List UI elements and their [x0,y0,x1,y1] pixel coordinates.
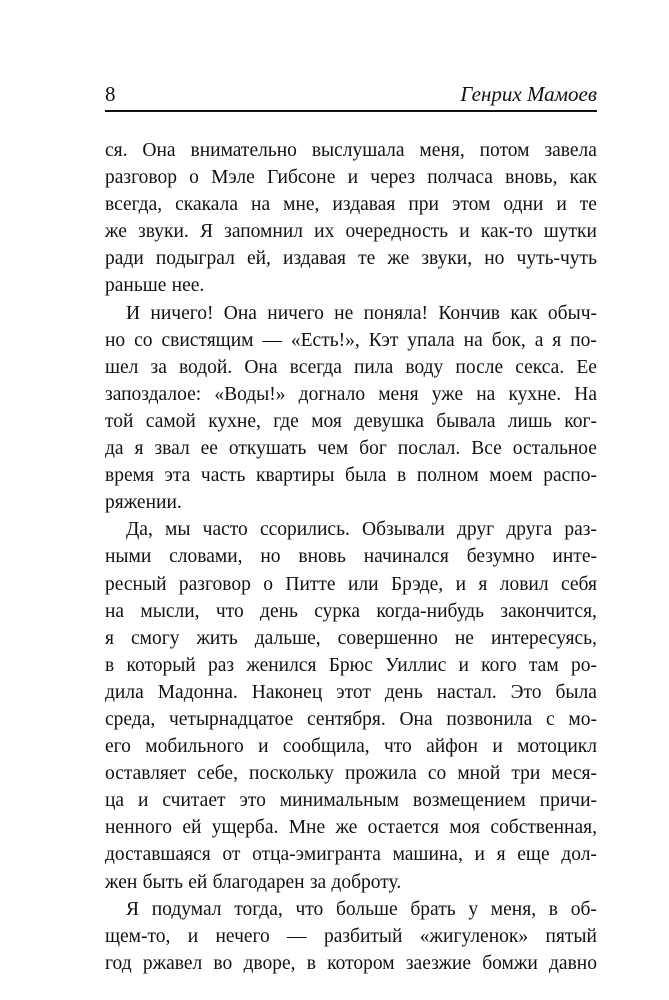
text-line: его мобильного и сообщила, что айфон и мотоцикл [105,736,597,758]
running-head [105,80,597,108]
paragraph [105,896,597,977]
text-line: ненного ей ущерба. Мне же остается моя собственная, [105,817,597,839]
text-line: год ржавел во дворе, в котором заезжие бомжи давно [105,952,597,974]
running-title: Генрих Мамоев [460,82,597,106]
text-line: Да, мы часто ссорились. Обзывали друг друга раз- [126,519,597,541]
text-line: ресный разговор о Питте или Брэде, и я ловил себя [105,573,597,595]
text-line: но со свистящим — «Есть!», Кэт упала на бок, а я по- [105,329,597,351]
text-line: среда, четырнадцатое сентября. Она позвонила с мо- [105,708,597,730]
text-line: на мысли, что день сурка когда-нибудь закончится, [105,600,597,622]
text-line: ся. Она внимательно выслушала меня, потом завела [105,140,597,161]
text-line: запоздалое: «Воды!» догнало меня уже на кухне. На [105,383,597,405]
text-line: той самой кухне, где моя девушка бывала лишь ког- [105,410,597,432]
text-line: время эта часть квартиры была в полном моем распо- [105,465,597,487]
text-line: ца и считает это минимальным возмещением причи- [105,790,597,812]
page-number: 8 [105,82,116,106]
text-line: ради подыграл ей, издавая те же звуки, но чуть-чуть [105,248,597,270]
text-line: дила Мадонна. Наконец этот день настал. Это была [105,681,597,703]
text-line: Я подумал тогда, что больше брать у меня, в об- [126,898,597,920]
text-line: разговор о Мэле Гибсоне и через полчаса вновь, как [105,167,597,189]
header-rule [105,110,597,112]
text-line: я смогу жить дальше, совершенно не интересуясь, [105,627,597,649]
text-line: доставшаяся от отца-эмигранта машина, и я еще дол- [105,844,597,866]
text-line: да я звал ее откушать чем бог послал. Все остальное [105,438,597,460]
paragraph [105,516,597,895]
text-line: оставляет себе, поскольку прожила со мной три меся- [105,763,597,785]
text-line: жен быть ей благодарен за доброту. [105,871,402,893]
paragraph [105,137,597,300]
text-line: шел за водой. Она всегда пила воду после секса. Ее [105,356,597,378]
text-line: щем-то, и нечего — разбитый «жигуленок» пятый [105,925,597,947]
paragraph [105,300,597,517]
text-line: ными словами, но вновь начинался безумно инте- [105,546,597,568]
text-line: раньше нее. [105,275,205,297]
text-line: И ничего! Она ничего не поняла! Кончив как обыч- [126,302,597,324]
text-line: же звуки. Я запомнил их очередность и как-то шутки [105,221,597,243]
text-line: в который раз женился Брюс Уиллис и кого там ро- [105,654,597,676]
text-line: ряжении. [105,492,182,514]
body-text [105,137,597,977]
text-line: всегда, скакала на мне, издавая при этом одни и те [105,194,597,216]
